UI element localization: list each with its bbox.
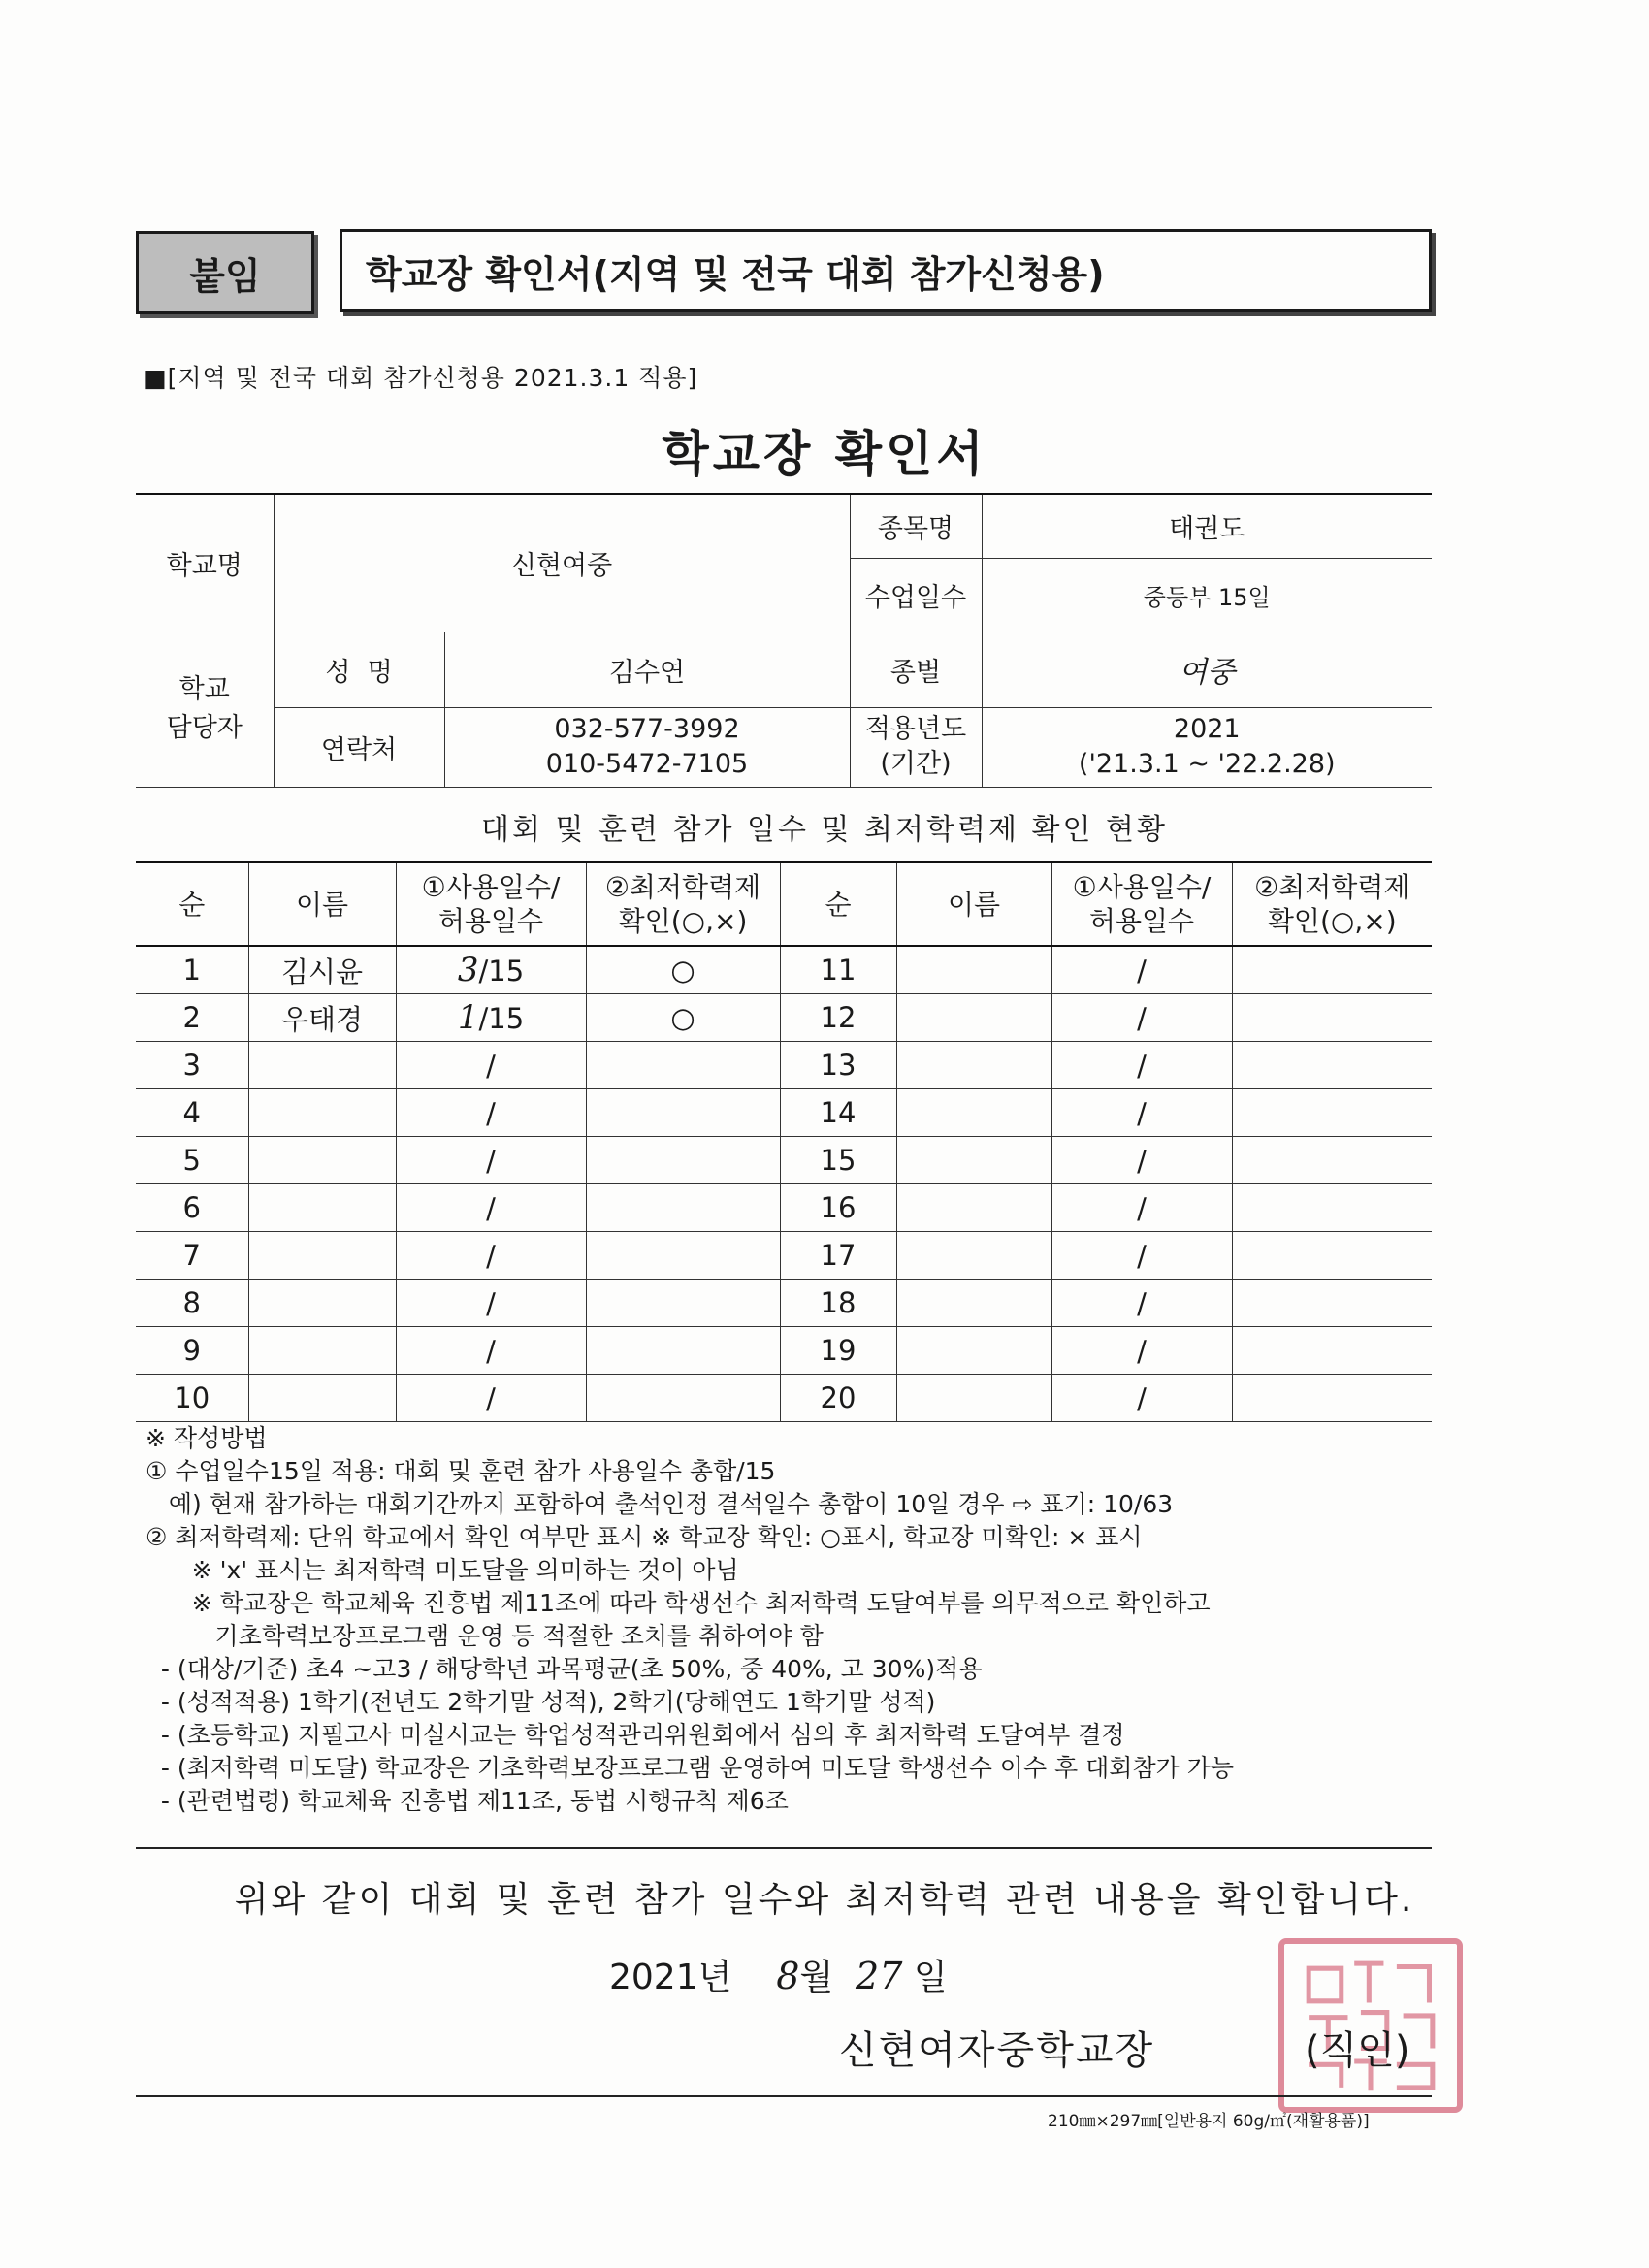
row-days-allowed: / [486, 1050, 496, 1083]
table-row [136, 1375, 1432, 1422]
row-days [396, 1089, 586, 1137]
table-row [136, 994, 1432, 1042]
row-days-allowed: / [486, 1097, 496, 1130]
instruction-line: ※ 학교장은 학교체육 진흥법 제11조에 따라 학생선수 최저학력 도달여부를 의무적으로 확인하고 [146, 1589, 1211, 1617]
row-days [1051, 1232, 1232, 1280]
row-days [1051, 1327, 1232, 1375]
document-heading-box [340, 229, 1432, 312]
row-days [396, 946, 586, 994]
header-seq: 순 [780, 862, 896, 946]
badge-label: 붙임 [189, 254, 261, 298]
row-grade-check [1232, 1089, 1432, 1137]
row-days [1051, 1184, 1232, 1232]
instruction-line: ※ 'x' 표시는 최저학력 미도달을 의미하는 것이 아님 [146, 1556, 739, 1584]
section-title: 대회 및 훈련 참가 일수 및 최저학력제 확인 현황 [481, 813, 1168, 847]
row-grade-check [1232, 1327, 1432, 1375]
phone-2: 010-5472-7105 [545, 749, 749, 779]
row-name [248, 1137, 396, 1184]
row-seq: 13 [780, 1042, 896, 1089]
school-label: 학교명 [136, 494, 274, 632]
row-days-used: 3 [457, 951, 479, 989]
row-name [896, 1089, 1051, 1137]
instruction-line: - (관련법령) 학교체육 진흥법 제11조, 동법 시행규칙 제6조 [146, 1787, 789, 1815]
paper-spec: 210㎜×297㎜[일반용지 60g/㎡(재활용품)] [1048, 2112, 1370, 2131]
row-days-allowed: / [1137, 1097, 1147, 1130]
row-seq: 11 [780, 946, 896, 994]
row-grade-check [1232, 1232, 1432, 1280]
row-grade-check [586, 1042, 780, 1089]
row-days [396, 1327, 586, 1375]
row-days-allowed: /15 [478, 955, 525, 988]
header-name: 이름 [896, 862, 1051, 946]
row-name [896, 1042, 1051, 1089]
category-value: 여중 [982, 632, 1432, 707]
row-grade-check [586, 1184, 780, 1232]
header-grade [1232, 862, 1432, 946]
days-value: 중등부 15일 [982, 558, 1432, 632]
signature-date [609, 1950, 948, 1999]
row-grade-check [586, 1232, 780, 1280]
date-month-unit: 월 [799, 1958, 834, 1997]
roster-body [136, 946, 1432, 1422]
divider [136, 1847, 1432, 1849]
row-seq: 1 [136, 946, 248, 994]
school-value: 신현여중 [274, 494, 850, 632]
year-label-line2: (기간) [880, 749, 952, 779]
row-seq: 10 [136, 1375, 248, 1422]
row-seq: 6 [136, 1184, 248, 1232]
table-row [136, 1232, 1432, 1280]
header-grade-line2: 확인(○,×) [1267, 905, 1397, 937]
seal-label: (직인) [1305, 2028, 1410, 2073]
row-days-allowed: / [486, 1145, 496, 1178]
row-days [396, 994, 586, 1042]
days-label: 수업일수 [850, 558, 982, 632]
row-grade-check [586, 1375, 780, 1422]
row-seq: 14 [780, 1089, 896, 1137]
row-name [896, 946, 1051, 994]
instruction-line: ② 최저학력제: 단위 학교에서 확인 여부만 표시 ※ 학교장 확인: ○표시, 학교장 미확인: × 표시 [146, 1523, 1143, 1551]
row-seq: 17 [780, 1232, 896, 1280]
row-grade-check [1232, 1137, 1432, 1184]
year-value-line: 2021 [1173, 713, 1241, 744]
row-days [1051, 1042, 1232, 1089]
participation-table [136, 861, 1432, 1422]
table-row [136, 1137, 1432, 1184]
header-days-line1: ①사용일수/ [1072, 871, 1212, 903]
row-days [1051, 994, 1232, 1042]
row-seq: 16 [780, 1184, 896, 1232]
date-day: 27 [856, 1955, 903, 1997]
row-days-allowed: / [1137, 1382, 1147, 1415]
name-value: 김수연 [444, 632, 850, 707]
instructions [146, 1422, 1445, 1818]
header-grade-line1: ②최저학력제 [604, 871, 761, 903]
heading-title: 학교장 확인서(지역 및 전국 대회 참가신청용) [366, 252, 1105, 296]
row-grade-check [1232, 994, 1432, 1042]
row-days-allowed: / [486, 1240, 496, 1273]
sport-value: 태권도 [982, 494, 1432, 558]
row-name [248, 1327, 396, 1375]
confirmation-statement: 위와 같이 대회 및 훈련 참가 일수와 최저학력 관련 내용을 확인합니다. [234, 1880, 1415, 1920]
row-grade-check [586, 1327, 780, 1375]
row-seq: 7 [136, 1232, 248, 1280]
row-grade-check [1232, 1375, 1432, 1422]
row-grade-check [1232, 1184, 1432, 1232]
instruction-line: - (성적적용) 1학기(전년도 2학기말 성적), 2학기(당해연도 1학기말 성적) [146, 1688, 936, 1716]
table-row [136, 1042, 1432, 1089]
row-seq: 15 [780, 1137, 896, 1184]
row-days-allowed: / [1137, 1335, 1147, 1368]
date-year: 2021년 [609, 1958, 732, 1997]
instruction-line: ※ 작성방법 [146, 1424, 268, 1452]
row-days-allowed: / [1137, 1240, 1147, 1273]
row-grade-check [586, 1280, 780, 1327]
row-name [896, 1137, 1051, 1184]
row-days [396, 1137, 586, 1184]
year-label-line1: 적용년도 [864, 713, 967, 744]
row-grade-check: ○ [586, 946, 780, 994]
row-seq: 19 [780, 1327, 896, 1375]
row-days-allowed: / [486, 1335, 496, 1368]
row-seq: 3 [136, 1042, 248, 1089]
header-grade-line2: 확인(○,×) [618, 905, 748, 937]
table-row [136, 1327, 1432, 1375]
row-days [1051, 1280, 1232, 1327]
row-days-allowed: / [1137, 955, 1147, 988]
attachment-badge [136, 231, 314, 314]
row-days [1051, 1137, 1232, 1184]
header-days-line1: ①사용일수/ [421, 871, 561, 903]
row-name [248, 1089, 396, 1137]
row-seq: 5 [136, 1137, 248, 1184]
row-grade-check [1232, 1280, 1432, 1327]
divider [136, 2095, 1432, 2097]
row-name [248, 1375, 396, 1422]
row-name [896, 994, 1051, 1042]
row-name [248, 1232, 396, 1280]
header-days-line2: 허용일수 [437, 905, 544, 937]
row-days [396, 1375, 586, 1422]
sport-label: 종목명 [850, 494, 982, 558]
row-name: 우태경 [248, 994, 396, 1042]
page-title: 학교장 확인서 [662, 426, 987, 482]
row-name [896, 1375, 1051, 1422]
table-row [136, 1089, 1432, 1137]
header-days [1051, 862, 1232, 946]
row-days [1051, 1089, 1232, 1137]
row-name [896, 1184, 1051, 1232]
contact-label: 연락처 [274, 707, 444, 787]
table-row [136, 946, 1432, 994]
row-days-allowed: / [1137, 1050, 1147, 1083]
principal-title: 신현여자중학교장 [839, 2028, 1155, 2073]
row-days-allowed: /15 [478, 1002, 525, 1035]
header-grade-line1: ②최저학력제 [1254, 871, 1410, 903]
school-info-table [136, 493, 1432, 788]
row-grade-check [586, 1137, 780, 1184]
row-grade-check [1232, 946, 1432, 994]
row-days [1051, 1375, 1232, 1422]
header-seq: 순 [136, 862, 248, 946]
header-days-line2: 허용일수 [1088, 905, 1195, 937]
manager-label: 학교 담당자 [136, 632, 274, 787]
row-seq: 2 [136, 994, 248, 1042]
contact-value [444, 707, 850, 787]
row-seq: 8 [136, 1280, 248, 1327]
row-days-allowed: / [1137, 1145, 1147, 1178]
row-seq: 4 [136, 1089, 248, 1137]
period-value: ('21.3.1 ~ '22.2.28) [1078, 749, 1336, 779]
row-days-allowed: / [1137, 1192, 1147, 1225]
row-name [248, 1042, 396, 1089]
name-label: 성 명 [274, 632, 444, 707]
table-row [136, 1280, 1432, 1327]
row-grade-check: ○ [586, 994, 780, 1042]
row-days [396, 1184, 586, 1232]
row-seq: 20 [780, 1375, 896, 1422]
date-day-unit: 일 [913, 1958, 948, 1997]
row-grade-check [1232, 1042, 1432, 1089]
category-label: 종별 [850, 632, 982, 707]
row-days-allowed: / [1137, 1002, 1147, 1035]
header-grade [586, 862, 780, 946]
row-grade-check [586, 1089, 780, 1137]
instruction-line: ① 수업일수15일 적용: 대회 및 훈련 참가 사용일수 총합/15 [146, 1457, 776, 1485]
row-days-allowed: / [486, 1287, 496, 1320]
year-value [982, 707, 1432, 787]
row-name [896, 1280, 1051, 1327]
row-name [248, 1280, 396, 1327]
row-name [896, 1327, 1051, 1375]
table-row [136, 1184, 1432, 1232]
row-name: 김시윤 [248, 946, 396, 994]
row-days [1051, 946, 1232, 994]
header-name: 이름 [248, 862, 396, 946]
instruction-line: 예) 현재 참가하는 대회기간까지 포함하여 출석인정 결석일수 총합이 10일 경우 ⇨ 표기: 10/63 [146, 1490, 1174, 1518]
row-seq: 12 [780, 994, 896, 1042]
row-days [396, 1280, 586, 1327]
row-seq: 9 [136, 1327, 248, 1375]
row-seq: 18 [780, 1280, 896, 1327]
row-days-allowed: / [1137, 1287, 1147, 1320]
row-days-used: 1 [457, 998, 479, 1037]
row-name [896, 1232, 1051, 1280]
date-month: 8 [776, 1955, 800, 1997]
header-days [396, 862, 586, 946]
instruction-line: - (최저학력 미도달) 학교장은 기초학력보장프로그램 운영하여 미도달 학생선수 이수 후 대회참가 가능 [146, 1754, 1234, 1782]
instruction-line: 기초학력보장프로그램 운영 등 적절한 조치를 취하여야 함 [146, 1622, 824, 1650]
row-days-allowed: / [486, 1382, 496, 1415]
row-days [396, 1232, 586, 1280]
instruction-line: - (초등학교) 지필고사 미실시교는 학업성적관리위원회에서 심의 후 최저학력 도달여부 결정 [146, 1721, 1125, 1749]
row-days-allowed: / [486, 1192, 496, 1225]
row-name [248, 1184, 396, 1232]
phone-1: 032-577-3992 [554, 713, 740, 744]
row-days [396, 1042, 586, 1089]
year-label [850, 707, 982, 787]
application-note: ■[지역 및 전국 대회 참가신청용 2021.3.1 적용] [144, 364, 698, 392]
instruction-line: - (대상/기준) 초4 ~고3 / 해당학년 과목평균(초 50%, 중 40%, 고 30%)적용 [146, 1655, 983, 1683]
